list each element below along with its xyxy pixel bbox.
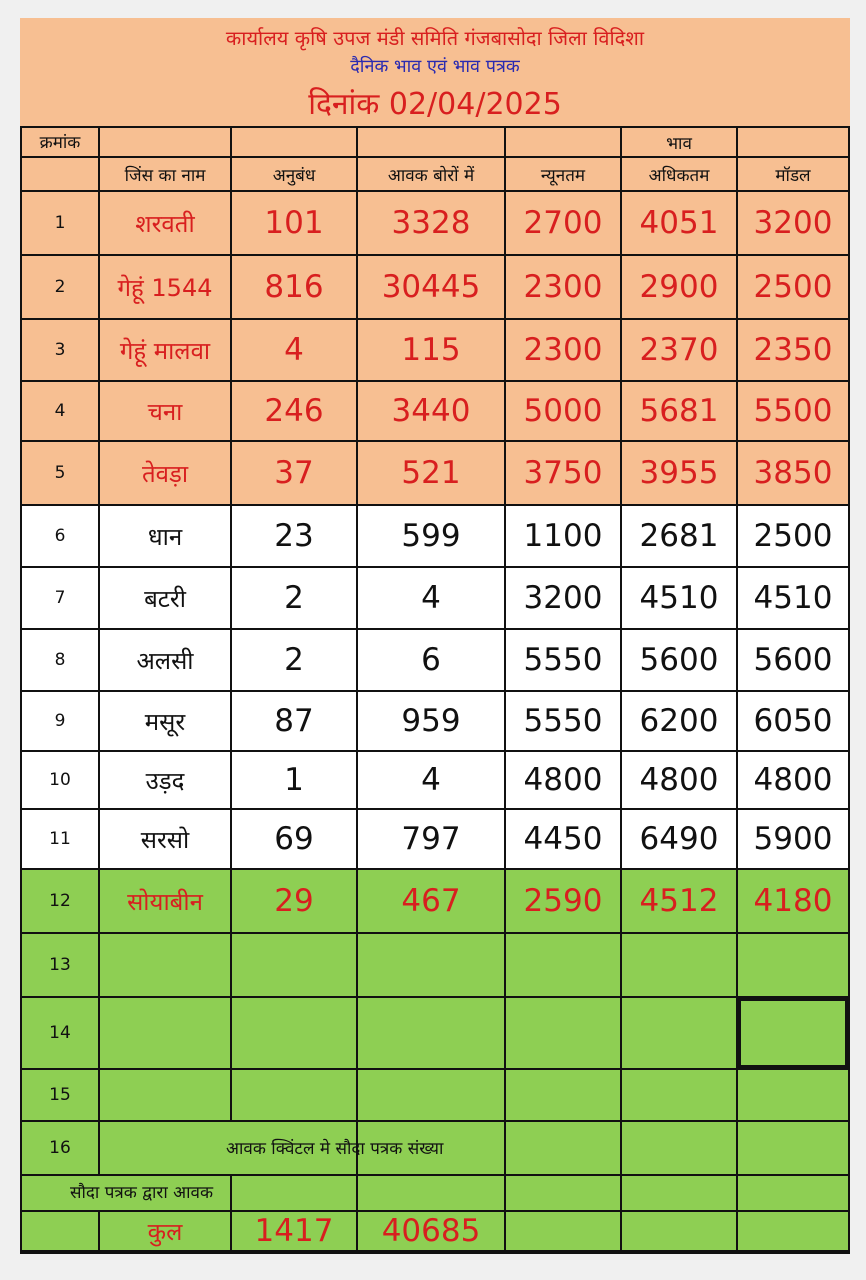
empty-cell[interactable] <box>620 1210 736 1250</box>
row-min-price: 3200 <box>504 566 620 628</box>
empty-cell[interactable] <box>356 932 504 996</box>
empty-cell[interactable] <box>356 1174 504 1210</box>
row-serial: 15 <box>20 1068 98 1120</box>
table-row-empty <box>20 932 850 996</box>
table-row <box>20 808 850 868</box>
empty-cell[interactable] <box>620 1068 736 1120</box>
empty-cell[interactable] <box>230 932 356 996</box>
row-serial: 11 <box>20 808 98 868</box>
row-serial: 7 <box>20 566 98 628</box>
row-commodity-name: मसूर <box>98 690 230 750</box>
price-sheet <box>20 18 850 1254</box>
row-arrival: 959 <box>356 690 504 750</box>
table-row-footer <box>20 1174 850 1210</box>
row-commodity-name: शरवती <box>98 190 230 254</box>
header-price-group: भाव <box>620 126 736 156</box>
row-min-price: 2300 <box>504 318 620 380</box>
row-min-price: 1100 <box>504 504 620 566</box>
row-commodity-name: उड़द <box>98 750 230 808</box>
row-arrival: 115 <box>356 318 504 380</box>
row-max-price: 2681 <box>620 504 736 566</box>
row-max-price: 2900 <box>620 254 736 318</box>
row-serial: 8 <box>20 628 98 690</box>
office-title: कार्यालय कृषि उपज मंडी समिति गंजबासोदा जिला विदिशा <box>225 26 645 50</box>
table-row <box>20 440 850 504</box>
empty-cell[interactable] <box>620 1174 736 1210</box>
empty-cell[interactable] <box>736 1068 850 1120</box>
empty-cell[interactable] <box>620 1120 736 1174</box>
header-contract: अनुबंध <box>230 156 356 190</box>
empty-cell[interactable] <box>736 1174 850 1210</box>
selected-cell[interactable] <box>736 996 850 1068</box>
table-row <box>20 868 850 932</box>
row-arrival: 3328 <box>356 190 504 254</box>
row-max-price: 6200 <box>620 690 736 750</box>
empty-cell[interactable] <box>504 932 620 996</box>
empty-cell[interactable] <box>504 996 620 1068</box>
row-min-price: 2300 <box>504 254 620 318</box>
row-contract: 69 <box>230 808 356 868</box>
header-max: अधिकतम <box>620 156 736 190</box>
row-modal-price: 4800 <box>736 750 850 808</box>
empty-cell[interactable] <box>230 1174 356 1210</box>
row-contract: 1 <box>230 750 356 808</box>
empty-cell[interactable] <box>230 1068 356 1120</box>
row-commodity-name: सोयाबीन <box>98 868 230 932</box>
table-row-empty <box>20 996 850 1068</box>
empty-cell[interactable] <box>98 1068 230 1120</box>
empty-cell[interactable] <box>736 1210 850 1250</box>
row-modal-price: 3850 <box>736 440 850 504</box>
row-min-price: 3750 <box>504 440 620 504</box>
table-row <box>20 566 850 628</box>
row-modal-price: 2500 <box>736 254 850 318</box>
row-min-price: 5550 <box>504 628 620 690</box>
empty-cell[interactable] <box>504 1210 620 1250</box>
row-max-price: 5681 <box>620 380 736 440</box>
row-modal-price: 2500 <box>736 504 850 566</box>
row-commodity-name: अलसी <box>98 628 230 690</box>
row-max-price: 4800 <box>620 750 736 808</box>
row-min-price: 2590 <box>504 868 620 932</box>
table-row <box>20 504 850 566</box>
price-table <box>20 18 850 1254</box>
empty-cell[interactable] <box>504 1174 620 1210</box>
empty-cell[interactable] <box>98 996 230 1068</box>
row-contract: 87 <box>230 690 356 750</box>
total-label: कुल <box>98 1210 230 1250</box>
row-commodity-name: गेहूं मालवा <box>98 318 230 380</box>
empty-cell[interactable] <box>504 1068 620 1120</box>
row-modal-price: 3200 <box>736 190 850 254</box>
row-arrival: 521 <box>356 440 504 504</box>
table-row-total <box>20 1210 850 1250</box>
row-arrival: 6 <box>356 628 504 690</box>
empty-cell[interactable] <box>736 932 850 996</box>
row-min-price: 4800 <box>504 750 620 808</box>
row-serial: 9 <box>20 690 98 750</box>
row-modal-price: 2350 <box>736 318 850 380</box>
empty-cell[interactable] <box>98 932 230 996</box>
empty-cell[interactable] <box>736 1120 850 1174</box>
row-max-price: 5600 <box>620 628 736 690</box>
row-contract: 23 <box>230 504 356 566</box>
row-min-price: 5000 <box>504 380 620 440</box>
row-arrival: 3440 <box>356 380 504 440</box>
row-commodity-name: गेहूं 1544 <box>98 254 230 318</box>
empty-cell[interactable] <box>504 1120 620 1174</box>
row-contract: 37 <box>230 440 356 504</box>
row-contract: 29 <box>230 868 356 932</box>
empty-cell[interactable] <box>356 1068 504 1120</box>
header-modal: मॉडल <box>736 156 850 190</box>
row-max-price: 4051 <box>620 190 736 254</box>
row-max-price: 6490 <box>620 808 736 868</box>
row-modal-price: 6050 <box>736 690 850 750</box>
arrival-by-deal-label: सौदा पत्रक द्वारा आवक <box>70 1183 214 1203</box>
row-contract: 2 <box>230 628 356 690</box>
table-row <box>20 750 850 808</box>
row-commodity-name: तेवड़ा <box>98 440 230 504</box>
row-min-price: 2700 <box>504 190 620 254</box>
row-modal-price: 5900 <box>736 808 850 868</box>
row-serial: 5 <box>20 440 98 504</box>
table-row <box>20 318 850 380</box>
empty-cell[interactable] <box>20 1210 98 1250</box>
total-arrival: 40685 <box>356 1210 504 1250</box>
row-modal-price: 5500 <box>736 380 850 440</box>
header-min: न्यूनतम <box>504 156 620 190</box>
row-serial: 2 <box>20 254 98 318</box>
header-name: जिंस का नाम <box>98 156 230 190</box>
total-contract: 1417 <box>230 1210 356 1250</box>
row-serial: 10 <box>20 750 98 808</box>
row-serial: 14 <box>20 996 98 1068</box>
row-arrival: 4 <box>356 750 504 808</box>
table-row <box>20 690 850 750</box>
row-commodity-name: धान <box>98 504 230 566</box>
date-line: दिनांक 02/04/2025 <box>308 87 562 122</box>
row-serial: 1 <box>20 190 98 254</box>
table-row-empty <box>20 1068 850 1120</box>
row-modal-price: 5600 <box>736 628 850 690</box>
row-arrival: 467 <box>356 868 504 932</box>
table-row <box>20 380 850 440</box>
header-arrival-bags: आवक बोरों में <box>356 156 504 190</box>
empty-cell[interactable] <box>356 996 504 1068</box>
header-serial: क्रमांक <box>20 126 98 156</box>
row-arrival: 30445 <box>356 254 504 318</box>
row-arrival: 797 <box>356 808 504 868</box>
row-serial: 16 <box>20 1120 98 1174</box>
header-blank-cell <box>736 126 850 156</box>
row-contract: 101 <box>230 190 356 254</box>
table-bottom-border <box>20 1250 850 1254</box>
row-arrival: 4 <box>356 566 504 628</box>
arrival-quintal-label: आवक क्विंटल मे सौदा पत्रक संख्या <box>226 1139 444 1159</box>
table-row <box>20 254 850 318</box>
row-modal-price: 4510 <box>736 566 850 628</box>
row-max-price: 3955 <box>620 440 736 504</box>
row-min-price: 5550 <box>504 690 620 750</box>
row-contract: 2 <box>230 566 356 628</box>
row-commodity-name: चना <box>98 380 230 440</box>
table-row <box>20 628 850 690</box>
table-header-row-top <box>20 126 850 156</box>
header-blank-cell <box>98 126 230 156</box>
row-contract: 246 <box>230 380 356 440</box>
empty-cell[interactable] <box>230 996 356 1068</box>
row-max-price: 2370 <box>620 318 736 380</box>
row-commodity-name: सरसो <box>98 808 230 868</box>
row-commodity-name: बटरी <box>98 566 230 628</box>
empty-cell[interactable] <box>620 996 736 1068</box>
header-blank-cell <box>504 126 620 156</box>
table-row-footer <box>20 1120 850 1174</box>
table-header-row <box>20 156 850 190</box>
row-max-price: 4512 <box>620 868 736 932</box>
row-serial: 6 <box>20 504 98 566</box>
row-contract: 816 <box>230 254 356 318</box>
header-blank-cell <box>20 156 98 190</box>
header-blank-cell <box>230 126 356 156</box>
row-contract: 4 <box>230 318 356 380</box>
row-arrival: 599 <box>356 504 504 566</box>
row-serial: 12 <box>20 868 98 932</box>
row-min-price: 4450 <box>504 808 620 868</box>
row-modal-price: 4180 <box>736 868 850 932</box>
sheet-subtitle: दैनिक भाव एवं भाव पत्रक <box>350 56 520 77</box>
row-serial: 13 <box>20 932 98 996</box>
row-max-price: 4510 <box>620 566 736 628</box>
row-serial: 4 <box>20 380 98 440</box>
row-serial: 3 <box>20 318 98 380</box>
header-blank-cell <box>356 126 504 156</box>
empty-cell[interactable] <box>98 1120 230 1174</box>
empty-cell[interactable] <box>620 932 736 996</box>
table-row <box>20 190 850 254</box>
